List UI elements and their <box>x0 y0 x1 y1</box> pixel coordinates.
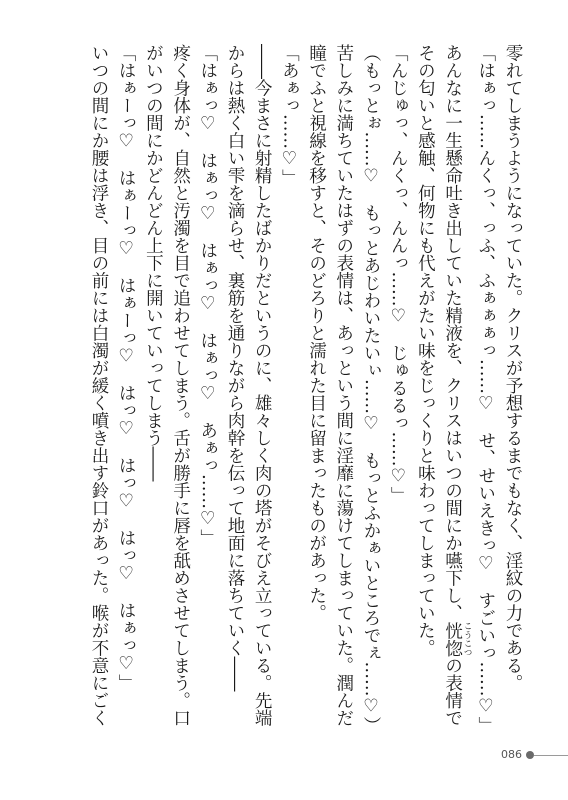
body-text <box>36 44 526 744</box>
text-line-part: あんなに一生懸命吐き出していた精液を、クリスはいつの間にか嚥下し、 <box>442 44 463 622</box>
text-line: いつの間にか腰は浮き、目の前には白濁が緩く噴き出す鈴口があった。喉が不意にごく <box>88 44 109 727</box>
text-line: （もっとぉ……♡ もっとあじわいたいぃ……♡ もっとふかぁいところでぇ……♡） <box>360 44 381 734</box>
page-number: 086 <box>501 748 522 761</box>
page-footer <box>0 746 568 764</box>
dot-icon <box>526 751 534 759</box>
text-line: 「あぁっ……♡」 <box>279 44 300 187</box>
text-line: 零れてしまうようになっていた。クリスが予想するまでもなく、淫紋の力である。 <box>503 44 523 692</box>
text-line: 疼く身体が、自然と汚濁を目で追わせてしまう。舌が勝手に唇を舐めさせてしまう。口 <box>170 44 191 727</box>
footer-rule <box>534 755 568 756</box>
text-line: ――今まさに射精したばかりだというのに、雄々しく肉の塔がそびえ立っている。先端 <box>252 44 273 727</box>
text-line: がいつの間にかどんどん上下に開いていってしまう―― <box>143 44 164 482</box>
ruby-reading: こうこつ <box>461 621 472 657</box>
text-line: からは熱く白い雫を滴らせ、裏筋を通りながら肉幹を伝って地面に落ちていく―― <box>224 44 245 692</box>
ruby-word <box>442 621 472 657</box>
text-line: 苦しみに満ちていたはずの表情は、あっという間に淫靡に蕩けてしまっていた。潤んだ <box>333 44 354 727</box>
ruby-base: 恍惚 <box>442 621 463 657</box>
text-line: 瞳でふと視線を移すと、そのどろりと濡れた目に留まったものがあった。 <box>306 44 327 622</box>
text-line: その匂いと感触、何物にも代えがたい味をじっくりと味わってしまっていた。 <box>415 44 436 657</box>
text-line: 「はぁっ……んくっ、っふ、ふぁぁぁっ……♡ せ、せいえきっ♡ すごいっ……♡」 <box>475 44 496 734</box>
text-line: 「はぁっ♡ はぁっ♡ はぁっ♡ はぁっ♡ あぁっ……♡」 <box>197 44 218 547</box>
text-line: 「はぁーっ♡ はぁーっ♡ はぁーっ♡ はっ♡ はっ♡ はっ♡ はぁっ♡」 <box>116 44 137 692</box>
text-line <box>438 44 471 744</box>
text-line-part: の表情で <box>442 656 463 727</box>
text-line: 「んじゅっ、んくっ、んんっ……♡ じゅるるっ……♡」 <box>388 44 409 504</box>
